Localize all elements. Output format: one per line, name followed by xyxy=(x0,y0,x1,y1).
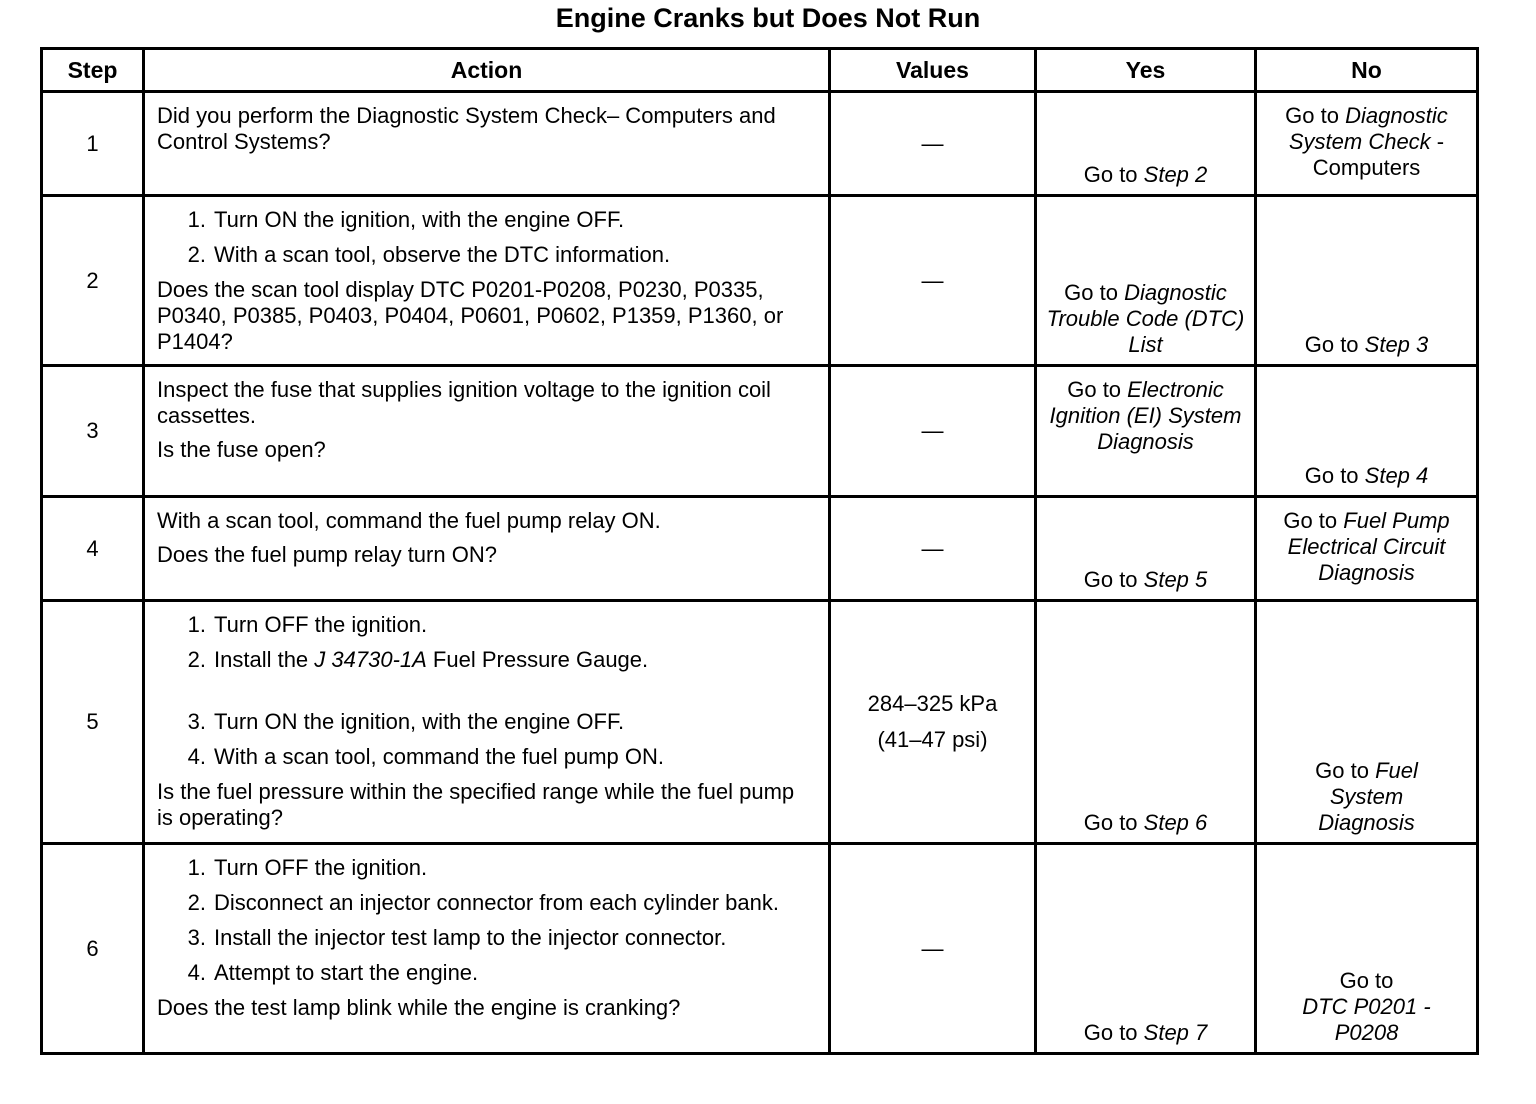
step-number: 2 xyxy=(42,196,144,366)
no-prefix: Go to xyxy=(1304,332,1365,357)
yes-prefix: Go to xyxy=(1083,1020,1144,1045)
pressure-kpa: 284–325 kPa xyxy=(867,691,998,716)
no-prefix: Go to xyxy=(1339,968,1394,993)
yes-prefix: Go to xyxy=(1067,377,1128,402)
action-steps xyxy=(157,207,816,268)
action-question: Is the fuel pressure within the specified range while the fuel pump is operating? xyxy=(157,779,795,830)
no-cell xyxy=(1256,844,1478,1054)
no-link[interactable]: Step 4 xyxy=(1364,463,1429,488)
yes-cell xyxy=(1036,601,1256,844)
yes-link[interactable]: Step 7 xyxy=(1143,1020,1208,1045)
no-prefix: Go to xyxy=(1315,758,1376,783)
table-row xyxy=(42,844,1478,1054)
action-cell xyxy=(144,366,830,497)
action-step xyxy=(157,855,816,881)
step-text: Disconnect an injector connector from each cylinder bank. xyxy=(214,890,779,915)
action-step xyxy=(157,612,816,638)
step-index: 2. xyxy=(187,890,206,915)
no-cell xyxy=(1256,601,1478,844)
no-cell xyxy=(1256,196,1478,366)
values-cell xyxy=(830,196,1036,366)
yes-cell xyxy=(1036,196,1256,366)
values-cell xyxy=(830,601,1036,844)
yes-link[interactable]: Step 6 xyxy=(1143,810,1208,835)
action-step xyxy=(157,647,816,673)
step-number: 6 xyxy=(42,844,144,1054)
values-cell xyxy=(830,497,1036,601)
step-text xyxy=(214,647,816,673)
table-row xyxy=(42,497,1478,601)
yes-link[interactable]: Diagnostic Trouble Code (DTC) List xyxy=(1046,280,1245,357)
action-cell xyxy=(144,92,830,196)
step-text-post: Fuel Pressure Gauge. xyxy=(426,647,649,672)
action-question: Does the test lamp blink while the engine is cranking? xyxy=(157,995,681,1020)
action-text: Did you perform the Diagnostic System Check– Computers and Control Systems? xyxy=(157,103,776,154)
step-index: 4. xyxy=(187,744,206,769)
no-cell xyxy=(1256,497,1478,601)
tool-reference: J 34730-1A xyxy=(314,647,427,672)
table-row xyxy=(42,196,1478,366)
action-cell xyxy=(144,196,830,366)
action-step xyxy=(157,207,816,233)
yes-cell xyxy=(1036,497,1256,601)
yes-cell xyxy=(1036,844,1256,1054)
no-link[interactable]: Fuel Pump Electrical Circuit Diagnosis xyxy=(1287,508,1450,585)
header-values: Values xyxy=(830,49,1036,92)
step-index: 1. xyxy=(187,855,206,880)
step-number: 1 xyxy=(42,92,144,196)
value-dash: — xyxy=(921,267,944,293)
step-index: 2. xyxy=(187,647,206,672)
action-steps xyxy=(157,855,816,986)
no-link[interactable]: DTC P0201 -P0208 xyxy=(1302,994,1431,1045)
yes-prefix: Go to xyxy=(1064,280,1125,305)
action-step xyxy=(157,744,816,770)
yes-prefix: Go to xyxy=(1083,810,1144,835)
action-question: Is the fuse open? xyxy=(157,437,326,462)
step-index: 3. xyxy=(187,925,206,950)
step-index: 4. xyxy=(187,960,206,985)
no-prefix: Go to xyxy=(1283,508,1344,533)
header-action: Action xyxy=(144,49,830,92)
action-cell xyxy=(144,601,830,844)
values-cell xyxy=(830,92,1036,196)
step-number: 3 xyxy=(42,366,144,497)
step-index: 3. xyxy=(187,709,206,734)
action-cell xyxy=(144,497,830,601)
table-row xyxy=(42,601,1478,844)
step-index: 1. xyxy=(187,207,206,232)
values-cell xyxy=(830,844,1036,1054)
yes-cell xyxy=(1036,92,1256,196)
yes-prefix: Go to xyxy=(1083,567,1144,592)
header-step: Step xyxy=(42,49,144,92)
action-question: Does the fuel pump relay turn ON? xyxy=(157,542,497,567)
action-text: Inspect the fuse that supplies ignition voltage to the ignition coil cassettes. xyxy=(157,377,771,428)
table-row xyxy=(42,366,1478,497)
step-text-pre: Install the xyxy=(214,647,315,672)
diagnostic-table xyxy=(40,47,1479,1055)
values-cell xyxy=(830,366,1036,497)
yes-link[interactable]: Step 2 xyxy=(1143,162,1208,187)
step-text: Turn ON the ignition, with the engine OFF. xyxy=(214,709,625,734)
action-step xyxy=(157,709,816,735)
no-cell xyxy=(1256,366,1478,497)
step-text: With a scan tool, command the fuel pump ON. xyxy=(214,744,664,769)
step-number: 5 xyxy=(42,601,144,844)
no-cell xyxy=(1256,92,1478,196)
step-text: Install the injector test lamp to the injector connector. xyxy=(214,925,727,950)
no-link[interactable]: Fuel System Diagnosis xyxy=(1318,758,1418,835)
action-step xyxy=(157,242,816,268)
step-text: Turn ON the ignition, with the engine OFF. xyxy=(214,207,625,232)
step-text: Attempt to start the engine. xyxy=(214,960,479,985)
step-text: Turn OFF the ignition. xyxy=(214,855,428,880)
action-step xyxy=(157,925,816,951)
yes-link[interactable]: Step 5 xyxy=(1143,567,1208,592)
header-row xyxy=(42,49,1478,92)
header-yes: Yes xyxy=(1036,49,1256,92)
action-cell xyxy=(144,844,830,1054)
table-row xyxy=(42,92,1478,196)
step-text: With a scan tool, observe the DTC information. xyxy=(214,242,671,267)
action-step xyxy=(157,960,816,986)
page-title: Engine Cranks but Does Not Run xyxy=(555,3,981,33)
no-link[interactable]: Step 3 xyxy=(1364,332,1429,357)
no-link[interactable]: Diagnostic System Check xyxy=(1288,103,1448,154)
step-index: 2. xyxy=(187,242,206,267)
value-dash: — xyxy=(921,935,944,961)
step-number: 4 xyxy=(42,497,144,601)
value-dash: — xyxy=(921,535,944,561)
action-question: Does the scan tool display DTC P0201-P0208, P0230, P0335, P0340, P0385, P0403, P0404, P0601, P0602, P1359, P1360, or P1404? xyxy=(157,277,784,354)
step-index: 1. xyxy=(187,612,206,637)
value-dash: — xyxy=(921,418,944,443)
action-steps xyxy=(157,612,816,770)
action-text: With a scan tool, command the fuel pump relay ON. xyxy=(157,508,661,533)
step-text: Turn OFF the ignition. xyxy=(214,612,428,637)
no-prefix: Go to xyxy=(1285,103,1346,128)
yes-link[interactable]: Electronic Ignition (EI) System Diagnosis xyxy=(1049,377,1242,454)
yes-prefix: Go to xyxy=(1083,162,1144,187)
action-step xyxy=(157,890,816,916)
header-no: No xyxy=(1256,49,1478,92)
pressure-psi: (41–47 psi) xyxy=(877,727,988,752)
yes-cell xyxy=(1036,366,1256,497)
no-prefix: Go to xyxy=(1304,463,1365,488)
value-dash: — xyxy=(921,130,944,156)
no-suffix: - Computers xyxy=(1312,129,1445,180)
